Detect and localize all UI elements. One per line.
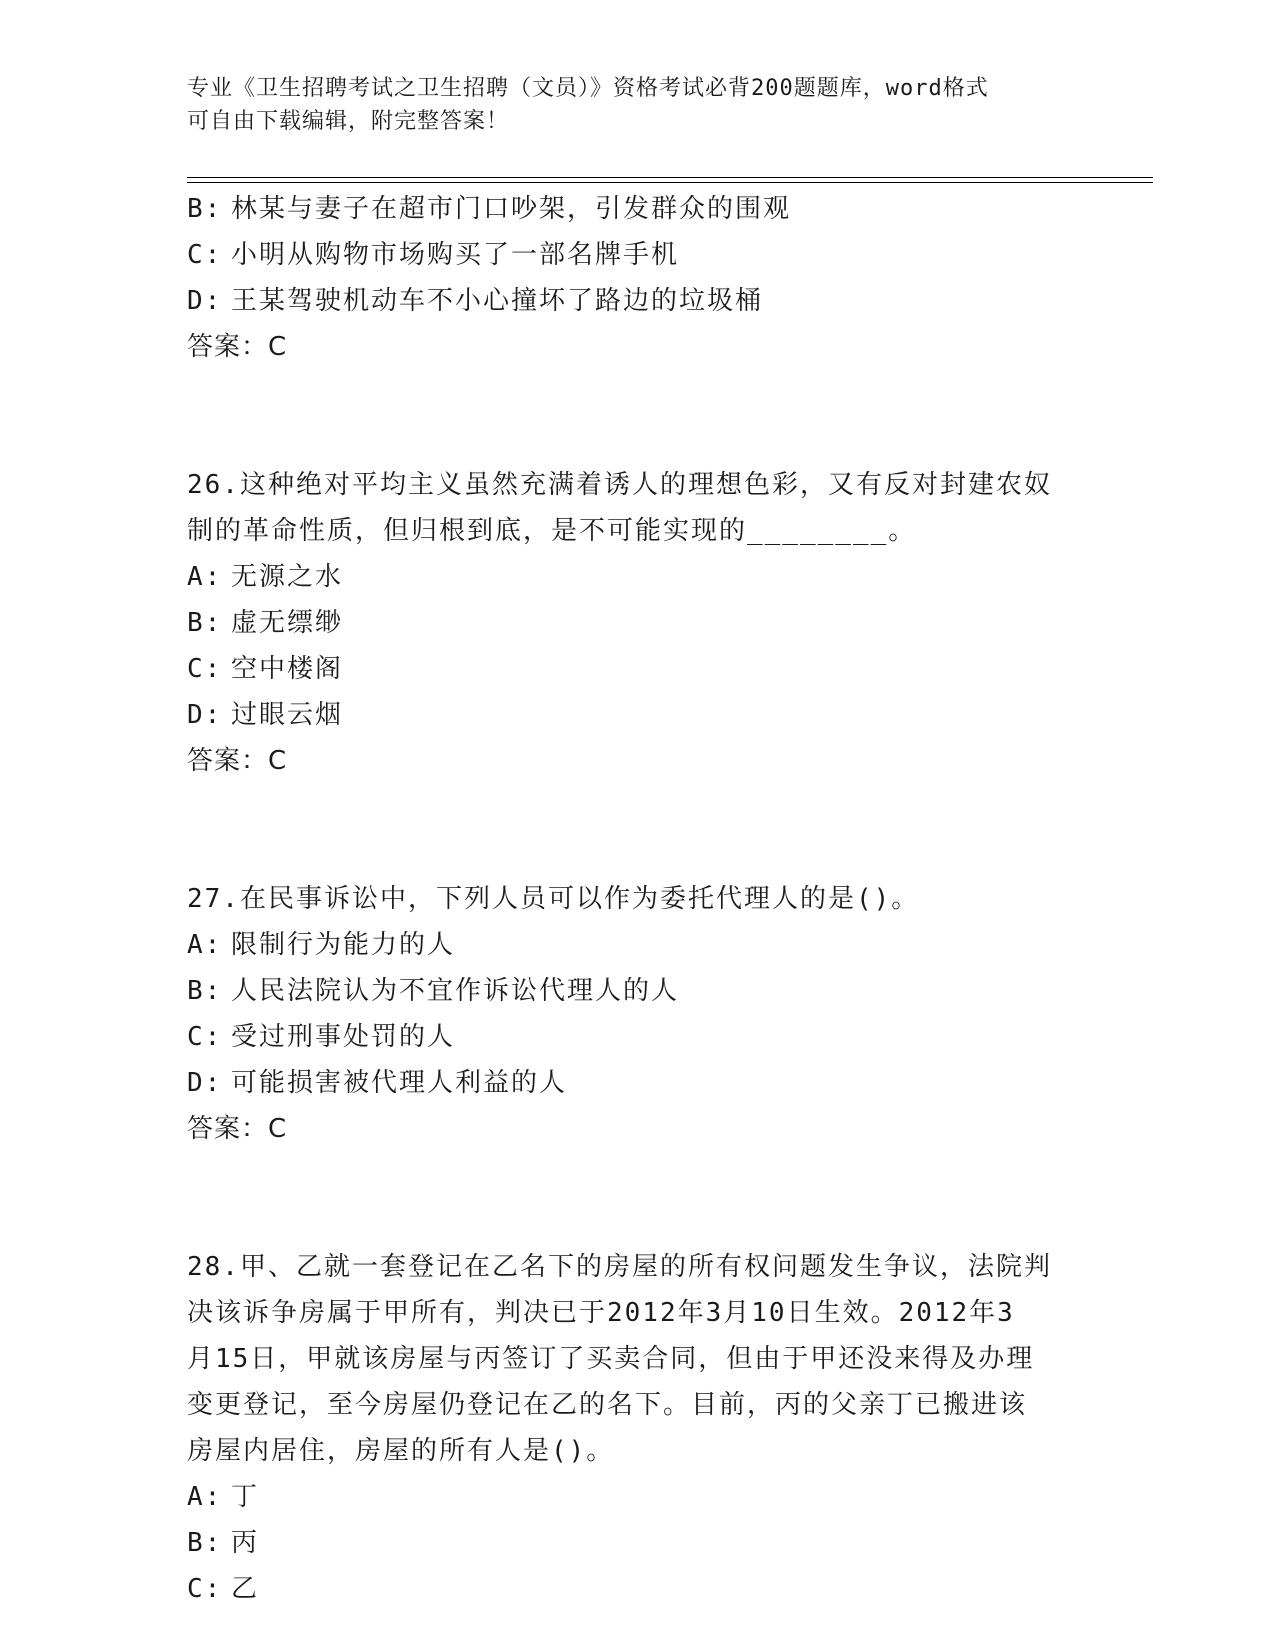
option-text: 空中楼阁 [231, 654, 344, 684]
option-c [187, 1014, 1077, 1060]
option-text: 乙 [231, 1574, 260, 1604]
option-key: C: [187, 654, 223, 684]
spacer [187, 784, 1077, 876]
option-c [187, 232, 1077, 278]
option-text: 王某驾驶机动车不小心撞坏了路边的垃圾桶 [231, 286, 764, 316]
option-text: 无源之水 [231, 562, 344, 592]
answer: 答案：C [187, 1114, 288, 1144]
question-28 [187, 1244, 1077, 1612]
option-b [187, 600, 1077, 646]
option-key: D: [187, 286, 223, 316]
option-text: 丁 [231, 1482, 260, 1512]
option-text: 人民法院认为不宜作诉讼代理人的人 [231, 976, 680, 1006]
option-key: C: [187, 1022, 223, 1052]
spacer [187, 1152, 1077, 1244]
option-text: 过眼云烟 [231, 700, 344, 730]
question-stem-line: 27.在民事诉讼中，下列人员可以作为委托代理人的是()。 [187, 884, 920, 914]
question-stem-line: 房屋内居住，房屋的所有人是()。 [187, 1436, 615, 1466]
question-stem-line: 月15日，甲就该房屋与丙签订了买卖合同，但由于甲还没来得及办理 [187, 1344, 1035, 1374]
option-key: A: [187, 562, 223, 592]
option-key: C: [187, 240, 223, 270]
option-d [187, 278, 1077, 324]
option-b [187, 186, 1077, 232]
header-line-2: 可自由下载编辑，附完整答案！ [187, 109, 510, 134]
option-text: 限制行为能力的人 [231, 930, 456, 960]
question-26 [187, 462, 1077, 784]
option-c [187, 646, 1077, 692]
option-key: D: [187, 1068, 223, 1098]
option-key: D: [187, 700, 223, 730]
option-text: 林某与妻子在超市门口吵架，引发群众的围观 [231, 194, 792, 224]
option-text: 丙 [231, 1528, 260, 1558]
option-b [187, 968, 1077, 1014]
question-27 [187, 876, 1077, 1152]
header-line-1: 专业《卫生招聘考试之卫生招聘（文员）》资格考试必背200题题库，word格式 [187, 76, 989, 101]
header-divider-top [187, 177, 1153, 178]
option-text: 可能损害被代理人利益的人 [231, 1068, 568, 1098]
question-stem-line: 决该诉争房属于甲所有，判决已于2012年3月10日生效。2012年3 [187, 1298, 1015, 1328]
option-text: 小明从购物市场购买了一部名牌手机 [231, 240, 680, 270]
question-stem-line: 变更登记，至今房屋仍登记在乙的名下。目前，丙的父亲丁已搬进该 [187, 1390, 1028, 1420]
answer: 答案：C [187, 746, 288, 776]
question-25-continued [187, 186, 1077, 370]
question-stem-line: 26.这种绝对平均主义虽然充满着诱人的理想色彩，又有反对封建农奴 [187, 470, 1052, 500]
answer: 答案：C [187, 332, 288, 362]
question-stem-line: 28.甲、乙就一套登记在乙名下的房屋的所有权问题发生争议，法院判 [187, 1252, 1052, 1282]
header-divider-bottom [187, 182, 1153, 183]
option-key: A: [187, 1482, 223, 1512]
question-stem-line: 制的革命性质，但归根到底，是不可能实现的________。 [187, 516, 917, 546]
spacer [187, 370, 1077, 462]
option-a [187, 922, 1077, 968]
option-text: 虚无缥缈 [231, 608, 344, 638]
option-a [187, 554, 1077, 600]
option-d [187, 692, 1077, 738]
question-list [187, 186, 1077, 1612]
option-d [187, 1060, 1077, 1106]
option-key: B: [187, 1528, 223, 1558]
option-key: A: [187, 930, 223, 960]
option-c [187, 1566, 1077, 1612]
option-key: B: [187, 194, 223, 224]
option-b [187, 1520, 1077, 1566]
document-header [187, 72, 1067, 138]
option-key: B: [187, 976, 223, 1006]
option-key: B: [187, 608, 223, 638]
option-a [187, 1474, 1077, 1520]
option-text: 受过刑事处罚的人 [231, 1022, 456, 1052]
option-key: C: [187, 1574, 223, 1604]
